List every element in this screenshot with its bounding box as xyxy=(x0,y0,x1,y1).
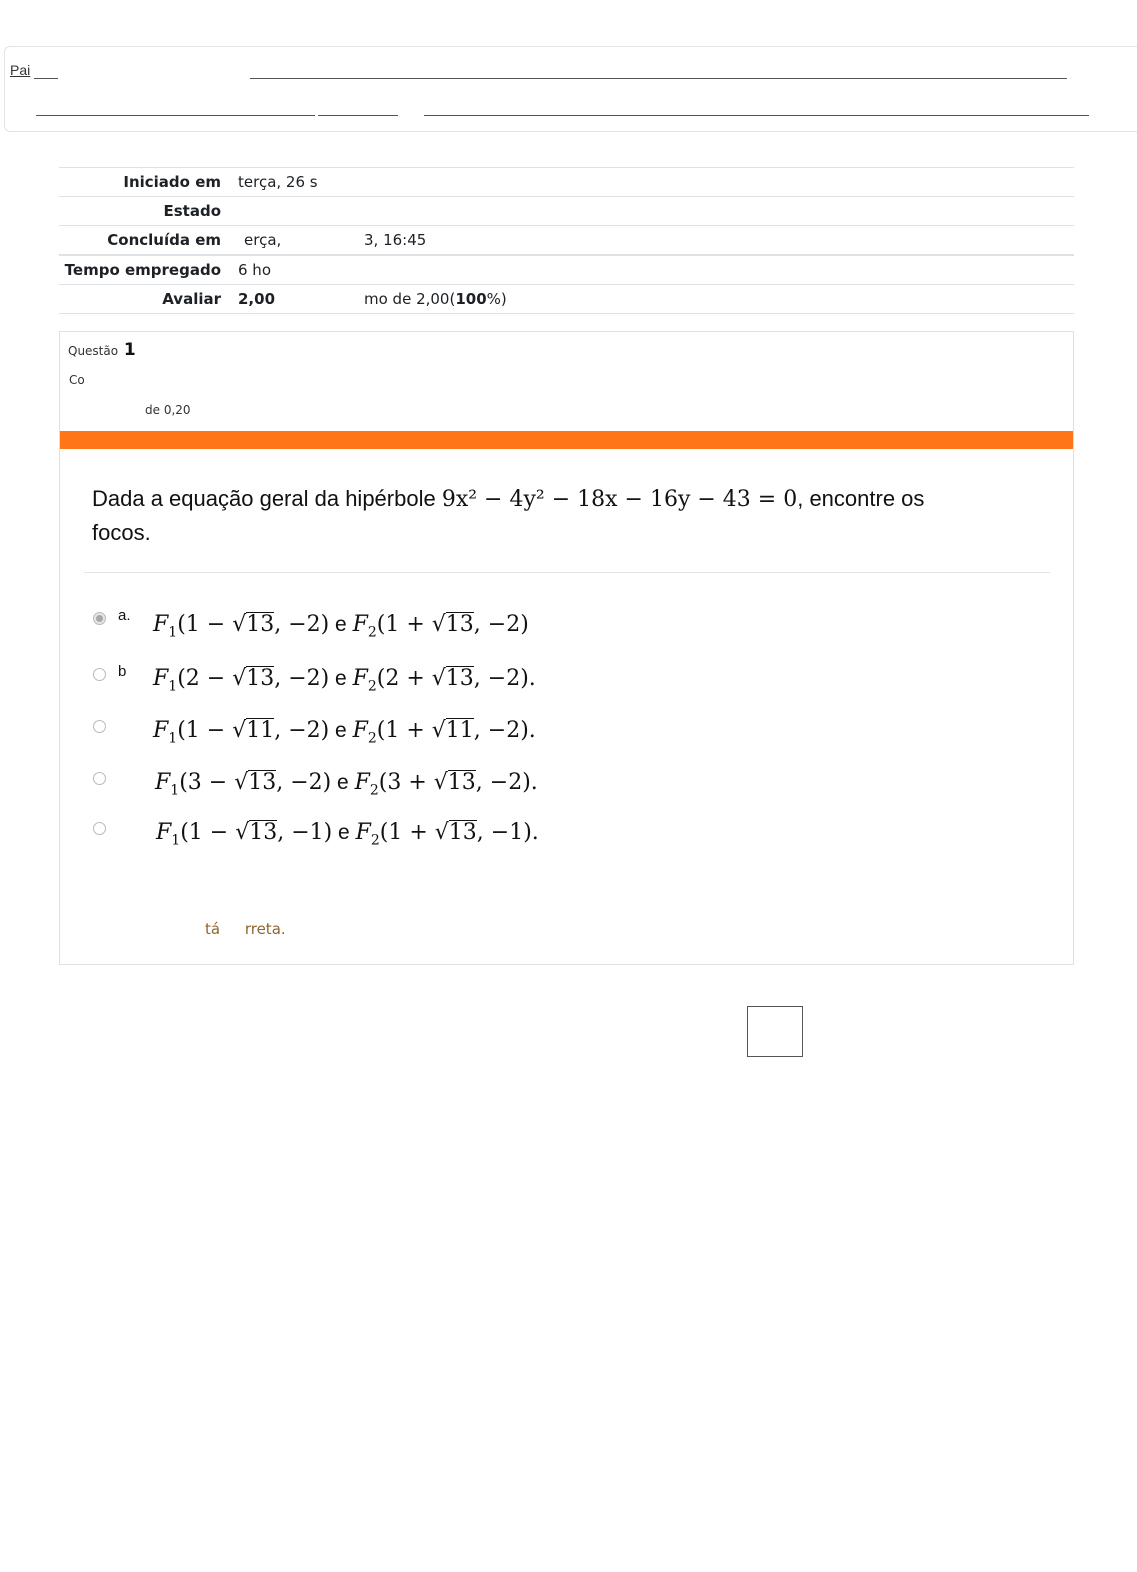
focus-1-open: (3 − √ xyxy=(179,770,249,795)
question-number-value: 1 xyxy=(123,340,136,360)
answer-text xyxy=(153,718,536,746)
focus-2-close: , −2). xyxy=(475,770,538,795)
focus-1-root: 13 xyxy=(246,612,275,637)
summary-label: Avaliar xyxy=(162,290,221,308)
focus-1-close: , −2) xyxy=(276,770,332,795)
focus-1-symbol: F xyxy=(156,820,172,845)
summary-row-state xyxy=(59,196,1074,225)
question-text xyxy=(92,482,962,549)
answer-option-c[interactable] xyxy=(60,710,960,750)
subscript-1: 1 xyxy=(168,730,178,747)
question-state: Co xyxy=(69,373,85,387)
focus-1-symbol: F xyxy=(153,612,169,637)
focus-2-root: 13 xyxy=(445,666,474,691)
grade-percent: 100 xyxy=(455,290,487,308)
answer-text xyxy=(153,612,529,640)
conjunction: e xyxy=(329,719,353,742)
focus-2-close: , −2). xyxy=(473,718,536,743)
question-text-before: Dada a equação geral da hipérbole xyxy=(92,486,442,511)
question-grade: de 0,20 xyxy=(145,403,191,417)
summary-label: Tempo empregado xyxy=(64,261,221,279)
subscript-1: 1 xyxy=(168,678,178,695)
subscript-2: 2 xyxy=(370,832,380,849)
focus-2-close: , −2) xyxy=(473,612,529,637)
summary-row-started xyxy=(59,167,1074,196)
focus-2-symbol: F xyxy=(352,666,368,691)
summary-value: erça, xyxy=(244,231,282,249)
grade-detail-prefix: mo de 2,00( xyxy=(364,290,456,308)
focus-2-symbol: F xyxy=(355,820,371,845)
focus-2-open: (1 + √ xyxy=(376,718,446,743)
subscript-1: 1 xyxy=(170,782,180,799)
grade-detail-suffix: %) xyxy=(486,290,507,308)
header-divider-left xyxy=(36,115,315,116)
question-label: Questão xyxy=(68,344,119,358)
focus-1-root: 13 xyxy=(248,770,277,795)
summary-label: Concluída em xyxy=(107,231,221,249)
answer-option-e[interactable] xyxy=(60,812,960,852)
radio-button[interactable] xyxy=(93,720,106,733)
conjunction: e xyxy=(329,613,353,636)
question-accent-bar xyxy=(60,431,1073,449)
focus-2-root: 13 xyxy=(447,770,476,795)
header-divider-top xyxy=(250,78,1067,79)
answer-option-d[interactable] xyxy=(60,762,960,802)
breadcrumb-link[interactable]: Pai xyxy=(10,62,31,78)
question-text-after: , encontre os focos. xyxy=(92,486,925,545)
summary-value: 6 ho xyxy=(238,261,271,279)
focus-2-symbol: F xyxy=(354,770,370,795)
focus-2-open: (3 + √ xyxy=(378,770,448,795)
focus-1-root: 11 xyxy=(246,718,275,743)
conjunction: e xyxy=(329,667,353,690)
focus-1-close: , −2) xyxy=(274,666,330,691)
summary-row-grade xyxy=(59,284,1074,314)
focus-2-open: (1 + √ xyxy=(379,820,449,845)
focus-1-close: , −1) xyxy=(277,820,333,845)
focus-2-root: 11 xyxy=(445,718,474,743)
focus-2-open: (1 + √ xyxy=(376,612,446,637)
subscript-2: 2 xyxy=(367,624,377,641)
navigation-box[interactable] xyxy=(747,1006,803,1057)
summary-label: Estado xyxy=(163,202,221,220)
radio-button[interactable] xyxy=(93,772,106,785)
answer-text xyxy=(153,666,536,694)
focus-1-root: 13 xyxy=(249,820,278,845)
focus-1-symbol: F xyxy=(153,666,169,691)
focus-2-close: , −2). xyxy=(473,666,536,691)
focus-1-close: , −2) xyxy=(274,612,330,637)
focus-2-open: (2 + √ xyxy=(376,666,446,691)
radio-button[interactable] xyxy=(93,668,106,681)
summary-row-duration xyxy=(59,254,1074,284)
answer-feedback: tá rreta. xyxy=(205,920,286,938)
focus-2-root: 13 xyxy=(445,612,474,637)
answer-option-a[interactable] xyxy=(60,604,960,644)
focus-1-symbol: F xyxy=(155,770,171,795)
breadcrumb-underline xyxy=(34,78,58,79)
question-equation: 9x² − 4y² − 18x − 16y − 43 = 0 xyxy=(441,487,798,512)
summary-value-grade-detail xyxy=(364,285,507,313)
summary-label: Iniciado em xyxy=(123,173,221,191)
focus-1-open: (2 − √ xyxy=(177,666,247,691)
attempt-summary-table xyxy=(59,167,1074,314)
question-divider xyxy=(84,572,1050,573)
answer-letter: a. xyxy=(118,607,131,624)
answer-text xyxy=(156,820,539,848)
focus-1-open: (1 − √ xyxy=(177,612,247,637)
subscript-2: 2 xyxy=(367,730,377,747)
subscript-2: 2 xyxy=(367,678,377,695)
question-card xyxy=(59,331,1074,965)
question-number xyxy=(68,340,136,360)
focus-1-root: 13 xyxy=(246,666,275,691)
answer-text xyxy=(155,770,538,798)
focus-1-open: (1 − √ xyxy=(180,820,250,845)
conjunction: e xyxy=(331,771,355,794)
answer-letter: b xyxy=(118,663,127,680)
focus-2-close: , −1). xyxy=(476,820,539,845)
focus-1-symbol: F xyxy=(153,718,169,743)
subscript-1: 1 xyxy=(168,624,178,641)
focus-1-open: (1 − √ xyxy=(177,718,247,743)
focus-1-close: , −2) xyxy=(274,718,330,743)
summary-value: terça, 26 s xyxy=(238,173,318,191)
header-divider-right xyxy=(424,115,1089,116)
focus-2-symbol: F xyxy=(352,718,368,743)
summary-row-completed xyxy=(59,225,1074,254)
conjunction: e xyxy=(332,821,356,844)
subscript-2: 2 xyxy=(369,782,379,799)
header-box xyxy=(4,46,1137,132)
focus-2-root: 13 xyxy=(448,820,477,845)
subscript-1: 1 xyxy=(171,832,181,849)
answer-option-b[interactable] xyxy=(60,658,960,698)
focus-2-symbol: F xyxy=(352,612,368,637)
radio-button[interactable] xyxy=(93,822,106,835)
header-divider-mid xyxy=(318,115,398,116)
summary-value-time: 3, 16:45 xyxy=(364,231,427,249)
radio-button[interactable] xyxy=(93,612,106,625)
summary-value: 2,00 xyxy=(238,290,276,308)
